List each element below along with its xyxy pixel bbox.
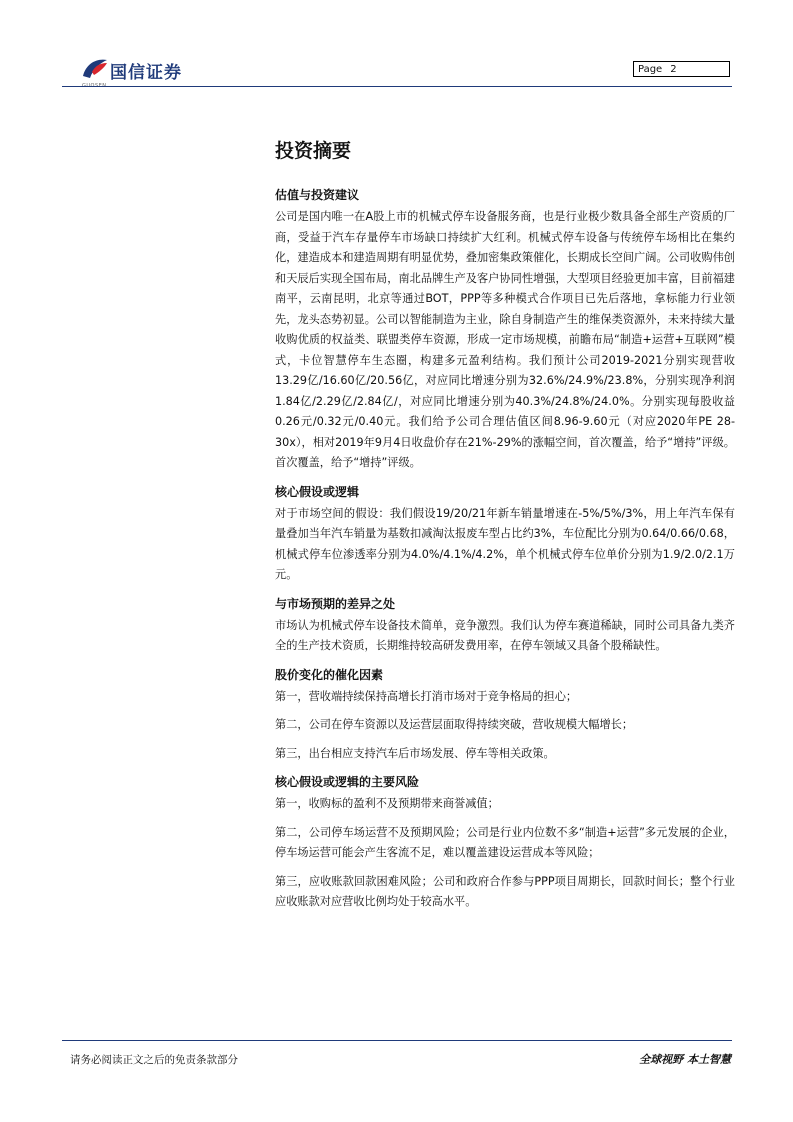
guosen-logo-icon [80, 54, 110, 82]
main-content [275, 138, 735, 921]
paragraph: 第一，收购标的盈利不及预期带来商誉减值； [275, 797, 499, 810]
logo-subtext: GUOSEN [82, 83, 107, 89]
page-indicator [633, 61, 730, 77]
logo-text: 国信证券 [110, 63, 182, 83]
footer-slogan: 全球视野 本土智慧 [639, 1053, 731, 1066]
guosen-logo [80, 54, 220, 94]
footer-disclaimer: 请务必阅读正文之后的免责条款部分 [70, 1054, 238, 1066]
paragraph: 对于市场空间的假设：我们假设19/20/21年新车销量增速在-5%/5%/3%，用上年汽车保有量叠加当年汽车销量为基数扣减淘汰报废车型占比约3%，车位配比分别为0.64/0.66/0.68，机械式停车位渗透率分别为4.0%/4.1%/4.2%，单个机械式停车位单价分别为1.9/2.0/2.1万元。 [275, 506, 735, 581]
section-market-difference [275, 594, 735, 657]
paragraph: 第二，公司停车场运营不及预期风险；公司是行业内位数不多“制造+运营”多元发展的企业，停车场运营可能会产生客流不足，难以覆盖建设运营成本等风险； [275, 825, 735, 859]
section-catalysts [275, 665, 735, 765]
section-title: 与市场预期的差异之处 [275, 596, 396, 611]
section-title: 核心假设或逻辑的主要风险 [275, 775, 420, 789]
section-title: 估值与投资建议 [275, 188, 360, 202]
footer-divider [62, 1040, 732, 1041]
paragraph: 第三，应收账款回款困难风险；公司和政府合作参与PPP项目周期长，回款时间长；整个行业应收账款对应营收比例均处于较高水平。 [275, 874, 735, 908]
section-risks [275, 772, 735, 913]
paragraph: 第三，出台相应支持汽车后市场发展、停车等相关政策。 [275, 746, 555, 760]
paragraph: 公司是国内唯一在A股上市的机械式停车设备服务商，也是行业极少数具备全部生产资质的厂商，受益于汽车存量停车市场缺口持续扩大红利。机械式停车设备与传统停车场相比在集约化，建造成本和建造周期有明显优势，叠加密集政策催化，长期成长空间广阔。公司收购伟创和天辰后实现全国布局，南北品牌生产及客户协同性增强，大型项目经验更加丰富，目前福建南平，云南昆明，北京等通过BOT，PPP等多种模式合作项目已先后落地，拿标能力行业领先，龙头态势初显。公司以智能制造为主业，除自身制造产生的维保类资源外，未来持续大量收购优质的权益类、联盟类停车资源，形成一定市场规模，前瞻布局“制造+运营+互联网”模式，卡位智慧停车生态圈，构建多元盈利结构。我们预计公司2019-2021分别实现营收13.29亿/16.60亿/20.56亿，对应同比增速分别为32.6%/24.9%/23.8%，分别实现净利润1.84亿/2.29亿/2.84亿/，对应同比增速分别为40.3%/24.8%/24.0%。分别实现每股收益0.26元/0.32元/0.40元。我们给予公司合理估值区间8.96-9.60元（对应2020年PE 28-30x），相对2019年9月4日收盘价存在21%-29%的涨幅空间，首次覆盖，给予“增持”评级。首次覆盖，给予“增持”评级。 [275, 210, 735, 469]
page-label: Page [638, 64, 663, 75]
section-core-assumptions [275, 482, 735, 586]
section-title: 股价变化的催化因素 [275, 667, 384, 682]
page-number: 2 [670, 64, 677, 75]
page-title: 投资摘要 [275, 140, 352, 162]
header-divider [62, 86, 732, 87]
paragraph: 第一，营收端持续保持高增长打消市场对于竞争格局的担心； [275, 689, 578, 703]
paragraph: 第二，公司在停车资源以及运营层面取得持续突破，营收规模大幅增长； [275, 718, 634, 731]
section-title: 核心假设或逻辑 [275, 484, 360, 499]
paragraph: 市场认为机械式停车设备技术简单，竞争激烈。我们认为停车赛道稀缺，同时公司具备九类齐全的生产技术资质，长期维持较高研发费用率，在停车领域又具备个股稀缺性。 [275, 618, 735, 652]
section-valuation [275, 185, 735, 474]
